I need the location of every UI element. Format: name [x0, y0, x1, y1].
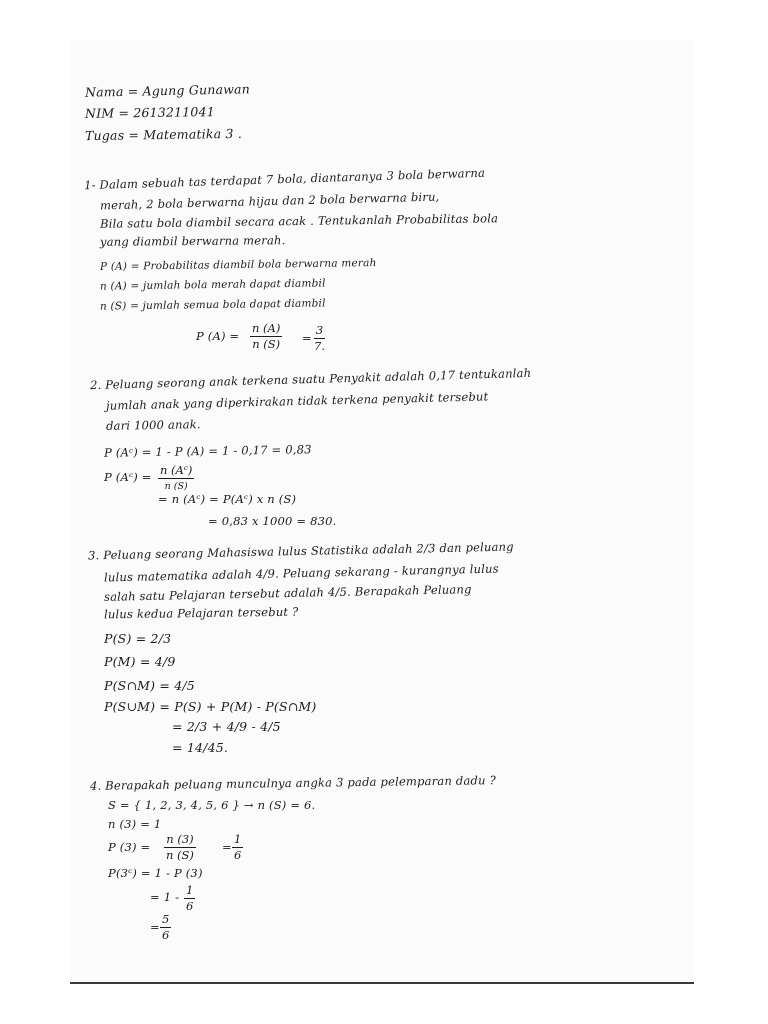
q4-result-numerator: 5 — [162, 912, 170, 926]
q1-question-line-1: 1- Dalam sebuah tas terdapat 7 bola, diantaranya 3 bola berwarna — [83, 165, 486, 193]
q3-step-pm: P(M) = 4/9 — [104, 654, 176, 669]
q1-result-fraction — [312, 324, 327, 353]
q4-question-line-1: 4. Berapakah peluang munculnya angka 3 pada pelemparan dadu ? — [89, 773, 496, 793]
q2-step-formula-fraction — [158, 464, 194, 493]
q3-step-intersection: P(S∩M) = 4/5 — [104, 678, 195, 693]
q1-result-numerator: 3 — [315, 323, 324, 337]
q2-formula-denominator: n (S) — [164, 481, 188, 492]
q3-step-ps: P(S) = 2/3 — [104, 631, 172, 646]
q2-step-complement: P (Aᶜ) = 1 - P (A) = 1 - 0,17 = 0,83 — [103, 442, 312, 460]
q1-definition-pa: P (A) = Probabilitas diambil bola berwarna merah — [99, 257, 377, 273]
q1-question-line-4: yang diambil berwarna merah. — [99, 233, 286, 249]
q1-formula-numerator: n (A) — [252, 321, 281, 335]
q3-question-line-3: salah satu Pelajaran tersebut adalah 4/5. Berapakah Peluang — [103, 582, 472, 604]
q4-step-n3: n (3) = 1 — [108, 817, 162, 831]
q3-step-substitution: = 2/3 + 4/9 - 4/5 — [172, 719, 281, 734]
q4-step-p3-result — [232, 833, 243, 862]
q4-p3-numerator: n (3) — [166, 832, 194, 846]
q1-result-denominator: 7. — [314, 339, 325, 353]
q4-p3-result-denominator: 6 — [234, 848, 242, 862]
q4-subtract-numerator: 1 — [186, 883, 194, 897]
q4-step-subtract-fraction — [184, 884, 195, 913]
q3-question-line-1: 3. Peluang seorang Mahasiswa lulus Statistika adalah 2/3 dan peluang — [87, 539, 514, 563]
q4-step-complement: P(3ᶜ) = 1 - P (3) — [108, 866, 203, 880]
q4-p3-denominator: n (S) — [166, 848, 194, 862]
q3-step-union-formula: P(S∪M) = P(S) + P(M) - P(S∩M) — [104, 699, 317, 714]
q4-p3-result-numerator: 1 — [234, 832, 242, 846]
q4-step-result-fraction — [160, 913, 171, 942]
q2-step-result: = 0,83 x 1000 = 830. — [208, 514, 337, 528]
q3-question-line-4: lulus kedua Pelajaran tersebut ? — [103, 604, 299, 622]
q2-step-rearranged: = n (Aᶜ) = P(Aᶜ) x n (S) — [158, 492, 297, 506]
q4-step-p3-fraction — [164, 833, 196, 862]
q2-question-line-3: dari 1000 anak. — [105, 417, 201, 433]
q1-formula-fraction — [250, 322, 282, 351]
q2-formula-numerator: n (Aᶜ) — [160, 463, 193, 477]
q4-step-sample-space: S = { 1, 2, 3, 4, 5, 6 } → n (S) = 6. — [108, 798, 316, 812]
q4-step-subtract-pre: = 1 - — [150, 890, 180, 904]
q4-step-result-pre: = — [150, 920, 160, 934]
q1-question-line-2: merah, 2 bola berwarna hijau dan 2 bola berwarna biru, — [99, 189, 440, 213]
q3-step-result: = 14/45. — [172, 740, 229, 755]
q3-question-line-2: lulus matematika adalah 4/9. Peluang sekarang - kurangnya lulus — [103, 561, 499, 585]
q1-question-line-3: Bila satu bola diambil secara acak . Tentukanlah Probabilitas bola — [99, 211, 499, 231]
header-nama: Nama = Agung Gunawan — [84, 81, 251, 100]
q1-formula-lhs: P (A) = — [196, 329, 240, 343]
q4-step-p3-equals: = — [222, 840, 232, 854]
q4-step-p3-lhs: P (3) = — [108, 840, 151, 854]
q2-question-line-1: 2. Peluang seorang anak terkena suatu Penyakit adalah 0,17 tentukanlah — [89, 365, 532, 393]
q1-definition-ns: n (S) = jumlah semua bola dapat diambil — [99, 297, 326, 313]
q4-result-denominator: 6 — [162, 928, 170, 942]
header-tugas: Tugas = Matematika 3 . — [84, 125, 243, 144]
q2-question-line-2: jumlah anak yang diperkirakan tidak terkena penyakit tersebut — [105, 389, 489, 413]
q1-definition-na: n (A) = jumlah bola merah dapat diambil — [99, 277, 326, 293]
q2-step-formula-lhs: P (Aᶜ) = — [104, 470, 152, 484]
q1-formula-denominator: n (S) — [252, 337, 281, 351]
q1-result-equals: = — [302, 331, 312, 345]
header-nim: NIM = 2613211041 — [84, 104, 215, 121]
q4-subtract-denominator: 6 — [186, 899, 194, 913]
